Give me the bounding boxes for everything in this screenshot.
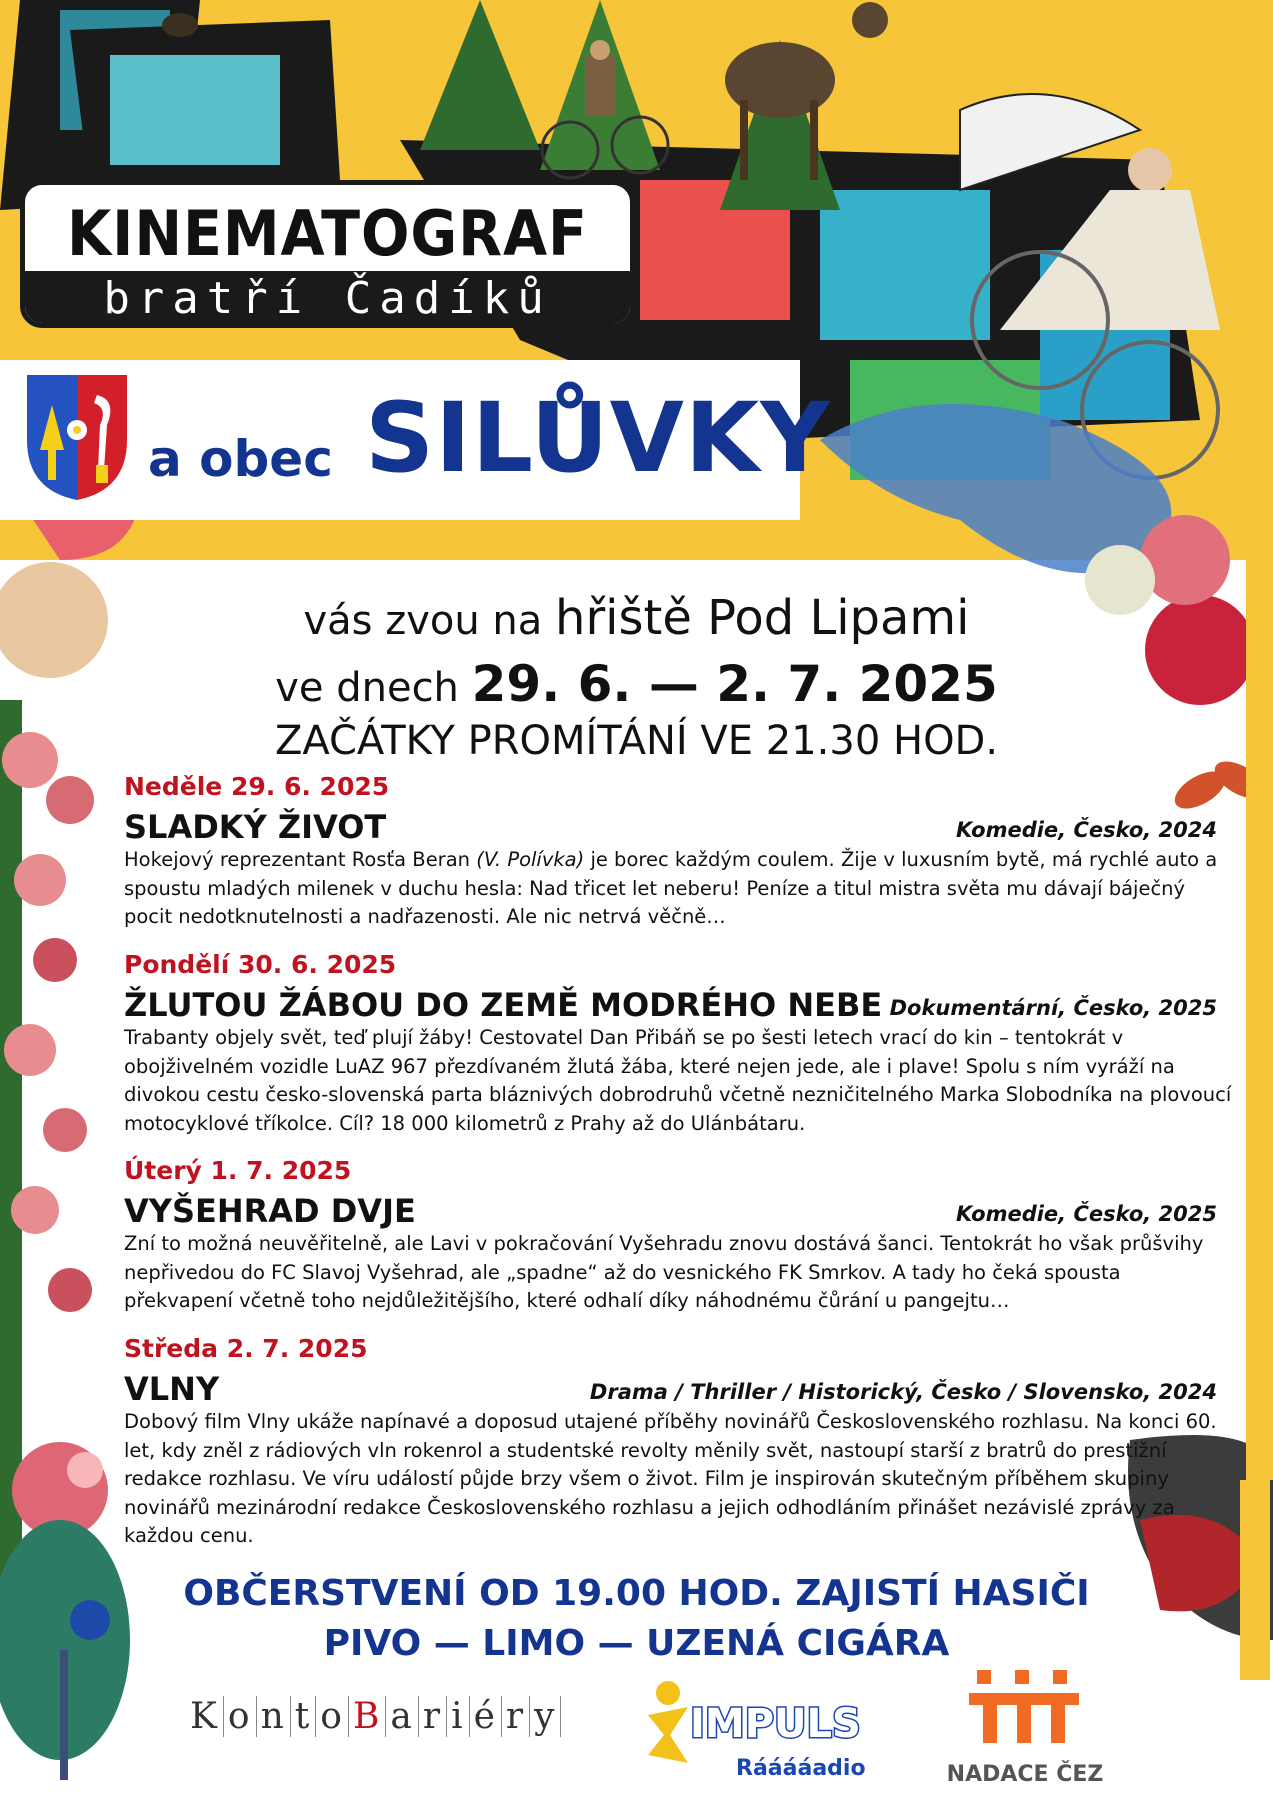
day-label: Úterý 1. 7. 2025 [124,1156,352,1185]
film-description-part: je borec každým coulem. Žije v luxusním bytě, má rychlé auto a spoustu mladých milenek v duchu hesla: Nad třicet let neberu! Peníze a titul mistra světa mu dávají báječný pocit nedotknutelnosti a nadřazenosti. Ale nic netrvá věčně… [124,848,1218,928]
impuls-text: IMPULS [690,1701,861,1747]
film-genre: Dokumentární, Česko, 2025 [889,996,1217,1020]
logo-letter: o [316,1696,349,1737]
film-description [124,846,1234,932]
logo-letter: é [470,1696,502,1737]
invitation-dates-prefix: ve dnech [275,665,459,711]
day-label: Neděle 29. 6. 2025 [124,772,390,801]
film-genre: Komedie, Česko, 2024 [956,818,1217,842]
film-title: ŽLUTOU ŽÁBOU DO ZEMĚ MODRÉHO NEBE [124,986,883,1024]
bee-graphic [162,13,198,37]
nadace-cez-logo [935,1665,1115,1790]
logo-letter: B [349,1696,386,1737]
film-description: Dobový film Vlny ukáže napínavé a doposud utajené příběhy novinářů Československého rozhlasu. Na konci 60. let, kdy zněl z rádiových vln rokenrol a studentské revolty měnily svět, nastoupí starší z bratrů do prestižní redakce rozhlasu. Ve víru událostí půjde brzy všem o život. Film je inspirován skutečným příběhem skupiny novinářů mezinárodní redakce Československého rozhlasu a jejich odhodláním přinášet nezávislé zprávy za každou cenu. [124,1410,1217,1547]
film-title: VLNY [124,1370,220,1408]
logo-letter: o [224,1696,257,1737]
invitation-dates-range: 29. 6. — 2. 7. 2025 [471,655,998,713]
coat-of-arms-icon [22,370,132,505]
kinematograf-logo [20,180,635,328]
day-label: Středa 2. 7. 2025 [124,1334,368,1363]
invitation-dates [0,655,1273,713]
film-title: VYŠEHRAD DVJE [124,1192,416,1230]
film-genre: Drama / Thriller / Historický, Česko / Slovensko, 2024 [589,1380,1217,1404]
film-description: Zní to možná neuvěřitelně, ale Lavi v pokračování Vyšehradu znovu dostává šanci. Tentokrát ho však průšvihy nepřivedou do FC Slavoj Vyšehrad, ale „spadne“ až do vesnického FK Smrkov. A tady ho čeká spousta překvapení včetně toho nejdůležitějšího, které odhalí díky náhodnému čůrání u pangejtu… [124,1232,1204,1312]
screening-start-time: ZAČÁTKY PROMÍTÁNÍ VE 21.30 HOD. [274,718,999,764]
logo-letter: K [186,1696,224,1737]
refreshments-info: OBČERSTVENÍ OD 19.00 HOD. ZAJISTÍ HASIČI [183,1573,1090,1614]
film-description-part: Hokejový reprezentant Rosťa Beran [124,848,477,871]
obec-name: SILŮVKY [365,382,831,494]
day-label: Pondělí 30. 6. 2025 [124,950,397,979]
film-description-actor: (V. Polívka) [476,848,585,871]
logo-title: KINEMATOGRAF [67,197,588,270]
logo-subtitle: bratří Čadíků [103,273,552,324]
logo-letter: a [386,1696,418,1737]
logo-letter: i [447,1696,470,1737]
invitation-place [0,590,1273,646]
cez-text: NADACE ČEZ [946,1762,1104,1787]
logo-letter: t [291,1696,316,1737]
film-genre: Komedie, Česko, 2025 [956,1202,1217,1226]
invitation-place-prefix: vás zvou na [303,598,543,644]
impuls-subtext: Rááááadio [736,1756,866,1781]
film-title: SLADKÝ ŽIVOT [124,808,387,846]
logo-letter: r [419,1696,447,1737]
konto-bariery-logo [186,1696,561,1737]
logo-letter: y [530,1696,561,1737]
obec-prefix: a obec [148,430,333,488]
logo-letter: n [257,1696,291,1737]
impuls-radio-logo [640,1675,890,1785]
invitation-place-name: hřiště Pod Lipami [555,590,970,646]
refreshments-items: PIVO — LIMO — UZENÁ CIGÁRA [323,1623,950,1664]
logo-letter: r [502,1696,530,1737]
film-description: Trabanty objely svět, teď plují žáby! Cestovatel Dan Přibáň se po šesti letech vrací do kin – tentokrát v obojživelném vozidle LuAZ 967 přezdívaném žlutá žába, které nejen jede, ale i plave! Spolu s ním vyráží na divokou cestu česko-slovenská parta bláznivých dobrodruhů včetně nezničitelného Marka Slobodníka na plovoucí motocyklové tříkolce. Cíl? 18 000 kilometrů z Prahy až do Ulánbátaru. [124,1026,1232,1135]
